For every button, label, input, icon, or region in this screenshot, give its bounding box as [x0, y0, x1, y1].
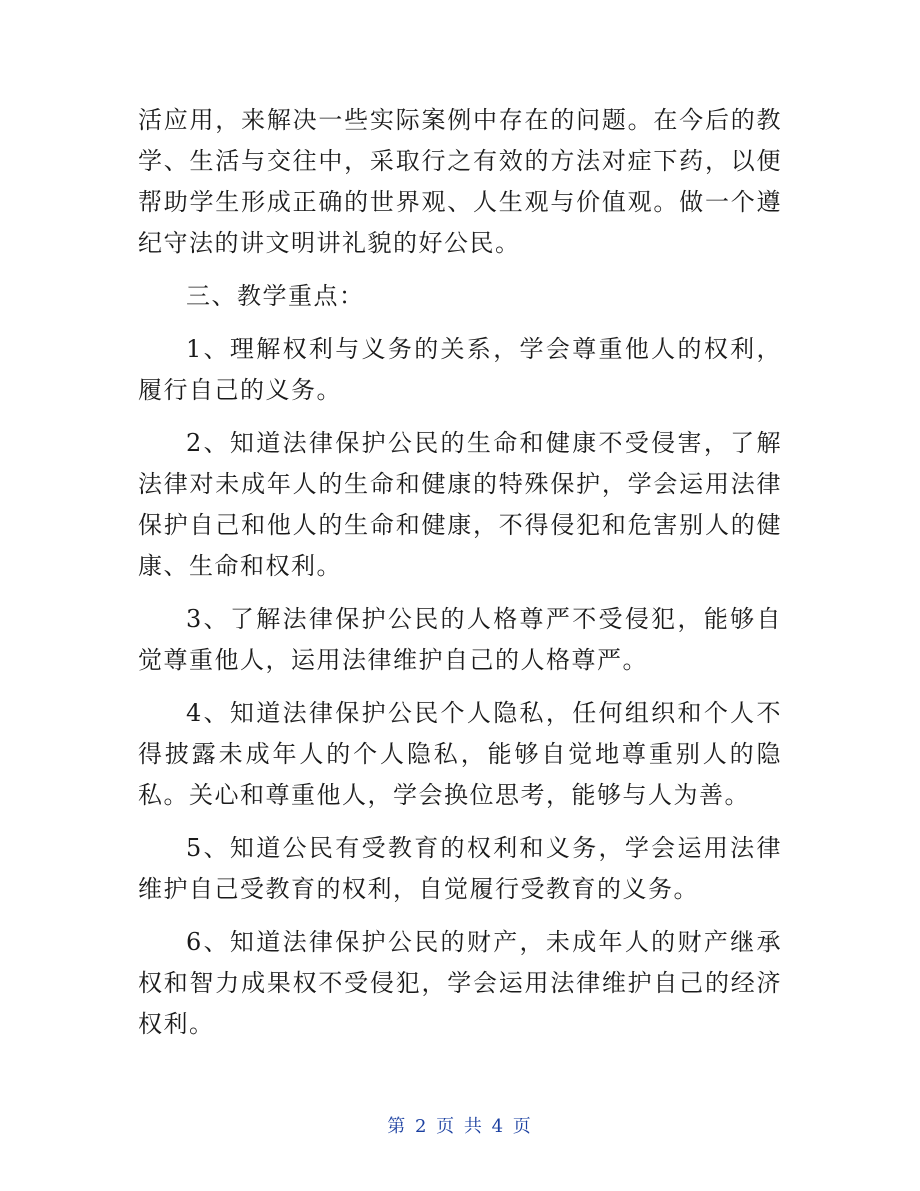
list-item: 4、知道法律保护公民个人隐私，任何组织和个人不得披露未成年人的个人隐私，能够自觉地尊重别人的隐私。关心和尊重他人，学会换位思考，能够与人为善。 [138, 699, 782, 809]
paragraph-continuation: 活应用，来解决一些实际案例中存在的问题。在今后的教学、生活与交往中，采取行之有效的方法对症下药，以便帮助学生形成正确的世界观、人生观与价值观。做一个遵纪守法的讲文明讲礼貌的好公民。 [138, 106, 782, 257]
section-heading: 三、教学重点： [186, 282, 365, 310]
document-body [138, 100, 782, 1057]
list-item: 6、知道法律保护公民的财产，未成年人的财产继承权和智力成果权不受侵犯，学会运用法律维护自己的经济权利。 [138, 928, 782, 1038]
page-number-footer: 第 2 页 共 4 页 [387, 1116, 533, 1137]
list-item: 2、知道法律保护公民的生命和健康不受侵害，了解法律对未成年人的生命和健康的特殊保护，学会运用法律保护自己和他人的生命和健康，不得侵犯和危害别人的健康、生命和权利。 [138, 429, 782, 580]
list-item: 1、理解权利与义务的关系，学会尊重他人的权利，履行自己的义务。 [138, 335, 782, 404]
list-item: 3、了解法律保护公民的人格尊严不受侵犯，能够自觉尊重他人，运用法律维护自己的人格尊严。 [138, 605, 782, 674]
list-item: 5、知道公民有受教育的权利和义务，学会运用法律维护自己受教育的权利，自觉履行受教育的义务。 [138, 834, 782, 903]
